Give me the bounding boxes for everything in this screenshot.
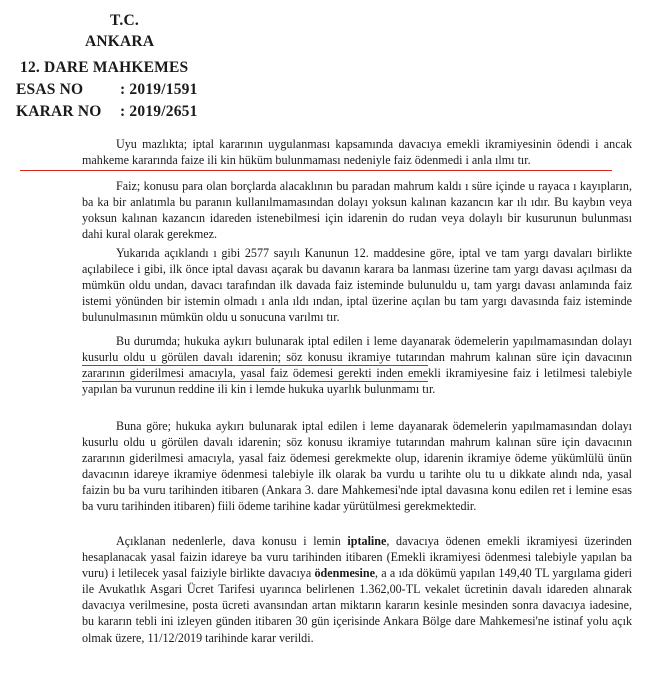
paragraph-3-text: Yukarıda açıklandı ı gibi 2577 sayılı Kanunun 12. maddesine göre, iptal ve tam yargı davaları birlikte açılabilece i gibi, ilk önce iptal davası açarak bu davanın karara ba lanması üzerine tam yargı davası açılması da mümkün oldu undan, davacı tarafından ilk davada faiz isteminde bulunuldu u, tam yargı davası anlamında faiz istemi yönünden bir istemin olmadı ı anla ıldı ından, iptal üzerine açılan bu tam yargı davasında faiz isteminde bulunulmasının mümkün oldu u sonucuna varılmı tır. xyxy=(82,246,632,325)
esas-no xyxy=(16,81,198,99)
esas-label: ESAS NO xyxy=(16,81,84,98)
red-underline-1 xyxy=(20,170,612,171)
paragraph-4-text: Bu durumda; hukuka aykırı bulunarak iptal edilen i leme dayanarak ödemelerin yapılmamasından dolayı kusurlu oldu u görülen davalı idarenin; söz konusu ikramiye tutarından mahrum kalınan süre için davacının zararının giderilmesi amacıyla, yasal faiz ödemesi gerekti inden emekli ikramiyesine faiz i letilmesi talebiyle yapılan ba vurunun reddine ili kin i lemde hukuka uyarlık bulunmamı tır. xyxy=(82,334,632,397)
karar-value: : 2019/2651 xyxy=(120,103,198,120)
paragraph-1-text: Uyu mazlıkta; iptal kararının uygulanması kapsamında davacıya emekli ikramiyesinin ödendi i ancak mahkeme kararında faize ili kin hüküm bulunmaması nedeniyle faiz ödenmedi i anla ılmı tır. xyxy=(82,137,632,168)
paragraph-6-mid: , davacıya ödenen emekli ikramiyesi üzerinden hesaplanacak yasal faizin idareye ba vuru tarihinden itibaren (Emekli ikramiyesi ödenmesi talebiyle yapılan ba vuru) i letilecek yasal faiziyle birlikte davacıya xyxy=(82,534,632,581)
paragraph-6-bold-odenmesine: ödenmesine xyxy=(314,566,375,581)
karar-no xyxy=(16,103,198,121)
header-city: ANKARA xyxy=(85,33,155,50)
paragraph-3 xyxy=(82,245,632,325)
paragraph-6-post: , a a ıda dökümü yapılan 149,40 TL yargılama gideri ile Avukatlık Asgari Ücret Tarifesi uyarınca belirlenen 1.362,00-TL vekalet ücretinin davalı idareden alınarak davacıya verilmesine, posta ücreti avansından artan miktarın kararın kesinle mesinden sonra davacıya iadesine, bu kararın tebli ini izleyen günden itibaren 30 gün içerisinde Ankara Bölge dare Mahkemesi'ne istinaf yolu açık olmak üzere, 11/12/2019 tarihinde karar verildi. xyxy=(82,566,632,645)
red-underline-3 xyxy=(82,381,428,382)
header-court: 12. DARE MAHKEMES xyxy=(20,59,189,76)
red-underline-2 xyxy=(82,365,428,366)
esas-value: : 2019/1591 xyxy=(120,81,198,98)
paragraph-6-pre: Açıklanan nedenlerle, dava konusu i lemin xyxy=(116,534,348,548)
paragraph-5-text: Buna göre; hukuka aykırı bulunarak iptal edilen i leme dayanarak ödemelerin yapılmamasından dolayı kusurlu oldu u görülen davalı idarenin; söz konusu ikramiye tutarından mahrum kalınan süre için davacının zararının giderilmesi amacıyla, yasal faiz ödemesi gerekmekte olup, idarenin ikramiye ödeme yükümlülü ünün davacının idareye ikramiye ödenmesi talebiyle ilk olarak ba vurdu u tarihte olu tu u dikkate alındı nda, yasal faizin bu ba vuru tarihinden itibaren (Ankara 3. dare Mahkemesi'nde iptal davasına konu edilen ret i lemine esas ba vuru tarihinden itibaren) fiili ödeme tarihine kadar yürütülmesi gerekmektedir. xyxy=(82,419,632,514)
paragraph-6 xyxy=(82,533,632,646)
paragraph-6-bold-iptaline: iptaline xyxy=(347,534,387,548)
header-tc: T.C. xyxy=(110,12,139,29)
paragraph-2 xyxy=(82,178,632,242)
paragraph-1 xyxy=(82,136,632,168)
karar-label: KARAR NO xyxy=(16,103,102,120)
paragraph-5 xyxy=(82,418,632,515)
paragraph-2-text: Faiz; konusu para olan borçlarda alacaklının bu paradan mahrum kaldı ı süre içinde u rayaca ı kayıpların, ba ka bir anlatımla bu paranın kullanılmamasından dolayı yoksun kalınan kazancın kar ılı ıdır. Bu kaybın veya yoksun kalınan kazancın idareden istenebilmesi için idarenin do rudan veya dolaylı bir kusurunun bulunması dahi kural olarak gerekmez. xyxy=(82,179,632,242)
